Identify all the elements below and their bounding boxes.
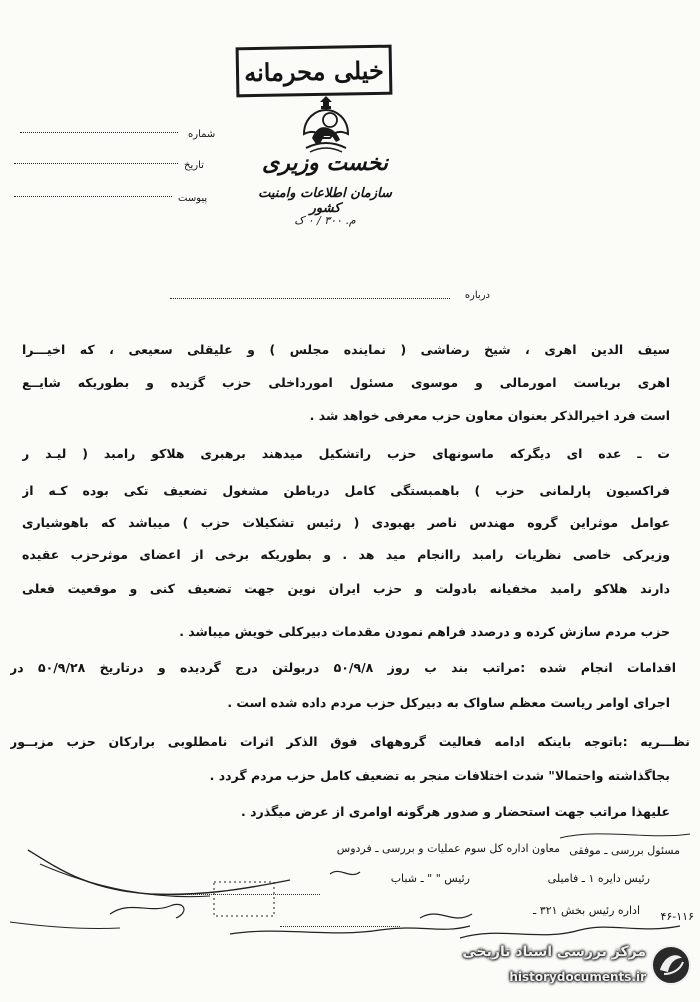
classification-stamp: [236, 45, 393, 98]
body-line: نظـــریه :باتوجه باینکه ادامه فعالیت گروههای فوق الذکر اثرات نامطلوبی برارکان حزب مزبــور: [10, 734, 690, 749]
body-line: عوامل موثراین گروه مهندس ناصر بهبودی ( رئیس تشکیلات حزب ) میباشد که باهوشیاری: [22, 515, 670, 530]
about-field-line: [170, 298, 450, 299]
watermark-url: historydocuments.ir: [509, 970, 646, 984]
attachment-field-line: [14, 196, 172, 197]
reference-number: ۴۶-۱۱۶: [660, 910, 694, 923]
body-line: دارند هلاکو رامبد مخفیانه بادولت و حزب ایران نوین جهت تضعیف کنی و موقعیت فعلی: [22, 581, 670, 596]
watermark-title: مرکز بررسی اسناد تاریخی: [462, 944, 646, 960]
history-documents-logo-icon: [650, 944, 692, 986]
date-field-line: [14, 163, 178, 164]
number-field-line: [20, 132, 178, 133]
organization-subtitle: سازمان اطلاعات وامنیت کشور: [258, 186, 392, 216]
body-line: فراکسیون پارلمانی حزب ) باهمبستگی کامل درباطن مشغول تضعیف تکی بوده کـه از: [22, 483, 670, 498]
signature-section-head: رئیس دایره ۱ ـ فامیلی: [547, 872, 650, 885]
signature-department-head: اداره رئیس بخش ۳۲۱ ـ: [533, 904, 640, 917]
body-line: بجاگذاشته واحتمالا" شدت اختلافات منجر به تضعیف کامل حزب مردم گردد .: [209, 768, 670, 783]
signature-head: رئیس " " ـ شباب: [390, 872, 470, 885]
body-line: اقدامات انجام شده :مراتب بند ب روز ۵۰/۹/۸ دربولتن درج گردیده و درتاریخ ۵۰/۹/۲۸ در: [10, 660, 676, 675]
signature-deputy: معاون اداره کل سوم عملیات و بررسی ـ فردوس: [336, 842, 560, 855]
body-line: حزب مردم سازش کرده و درصدد فراهم نمودن مقدمات دبیرکلی خویش میباشد .: [179, 624, 670, 639]
body-line: ت ـ عده ای دیگرکه ماسونهای حزب راتشکیل میدهند برهبری هلاکو رامبد ( لیـد ر: [22, 446, 670, 461]
date-label: تاریخ: [184, 159, 204, 171]
body-line: سیف الدین اهری ، شیخ رضاشی ( نماینده مجلس ) و علیقلی سعیعی ، که اخیـــرا: [22, 342, 670, 357]
organization-code: م. ۳۰۰ / ۰ ک: [294, 214, 356, 227]
signature-reviewer: مسئول بررسی ـ موفقی: [569, 844, 680, 857]
about-field: [170, 290, 490, 310]
organization-title: نخست وزیری: [262, 150, 388, 176]
body-line: است فرد اخیرالذکر بعنوان معاون حزب معرفی خواهد شد .: [309, 408, 670, 423]
watermark: [462, 938, 694, 998]
attachment-label: پیوست: [178, 192, 208, 204]
about-label: درباره: [464, 290, 490, 301]
body-line: اجرای اوامر ریاست معظم ساواک به دبیرکل حزب مردم داده شده است .: [227, 695, 670, 710]
handwritten-annotations: [0, 830, 700, 950]
classification-stamp-text: خیلی محرمانه: [243, 55, 385, 87]
body-line: وزیرکی خاصی نظریات رامبد راانجام مید هد . و بطوریکه برخی از اعضای موثرحزب عقیده: [22, 547, 670, 562]
body-line: علیهذا مراتب جهت استحضار و صدور هرگونه اوامری از عرض میگذرد .: [241, 804, 670, 819]
lion-and-sun-emblem-icon: [296, 94, 356, 154]
body-line: اهری بریاست امورمالی و موسوی مسئول امورداخلی حزب گزیده و بطوریکه شایــع: [22, 375, 670, 390]
number-label: شماره: [188, 128, 216, 140]
